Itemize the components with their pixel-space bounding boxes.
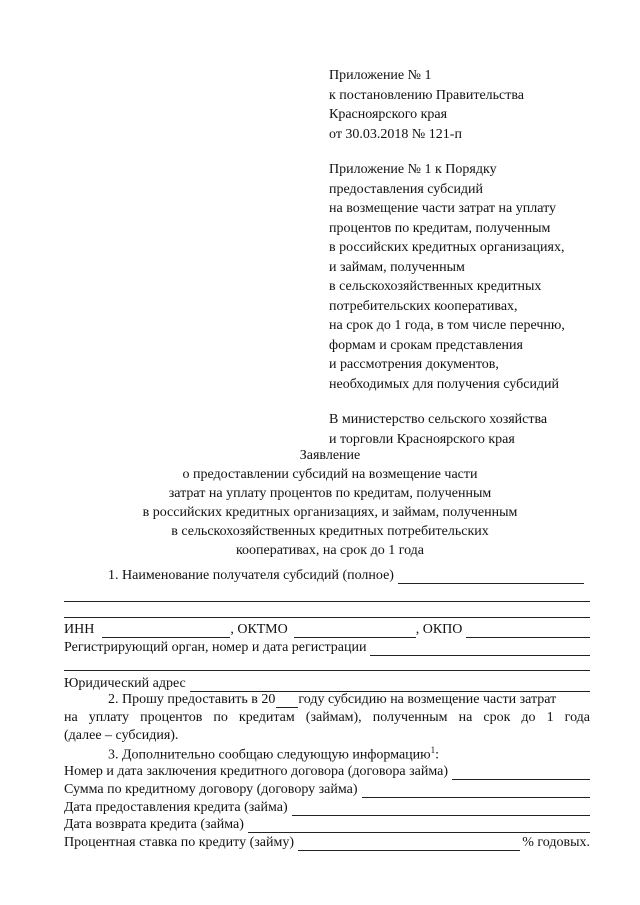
item2-label-start: 2. Прошу предоставить в 20 [108, 692, 276, 707]
procedure-line: и рассмотрения документов, [329, 357, 499, 372]
recipient-name-continuation[interactable] [64, 601, 590, 602]
item2-label-end: году субсидию на возмещение части затрат [298, 692, 557, 707]
item3-row [108, 745, 590, 761]
recipient-name-continuation[interactable] [64, 617, 590, 618]
issue-date-field[interactable] [292, 802, 590, 816]
codes-row [64, 622, 590, 638]
addressee-line: и торговли Красноярского края [329, 431, 515, 447]
contract-row [64, 764, 590, 780]
year-field[interactable] [276, 694, 298, 708]
legal-address-label: Юридический адрес [64, 676, 186, 691]
item1-row [108, 568, 584, 584]
title-line: затрат на уплату процентов по кредитам, полученным [168, 486, 492, 501]
return-date-field[interactable] [248, 819, 590, 833]
rate-field[interactable] [298, 837, 520, 851]
title-line: в российских кредитных организациях, и займам, полученным [142, 505, 518, 520]
return-date-label: Дата возврата кредита (займа) [64, 817, 244, 832]
item3-label: 3. Дополнительно сообщаю следующую информацию [108, 747, 431, 763]
procedure-line: в сельскохозяйственных кредитных [329, 279, 542, 294]
return-date-row [64, 817, 590, 833]
procedure-line: Приложение № 1 к Порядку [329, 162, 497, 177]
contract-field[interactable] [452, 766, 590, 780]
reg-body-row [64, 640, 590, 656]
inn-label: ИНН [64, 622, 95, 637]
procedure-line: потребительских кооперативах, [329, 298, 518, 314]
rate-suffix: % годовых. [522, 835, 590, 850]
title-line: о предоставлении субсидий на возмещение части [182, 467, 478, 482]
footnote-mark: 1 [430, 745, 436, 755]
appendix-line: Приложение № 1 [329, 68, 432, 83]
title-line: кооперативах, на срок до 1 года [235, 543, 425, 558]
reg-body-label: Регистрирующий орган, номер и дата регистрации [64, 640, 367, 655]
appendix-line: от 30.03.2018 № 121-п [329, 126, 462, 142]
procedure-line: в российских кредитных организациях, [329, 240, 565, 255]
procedure-line: и займам, полученным [329, 259, 465, 275]
oktmo-label: , ОКТМО [230, 622, 288, 637]
application-form [64, 0, 590, 905]
item2-line2: на уплату процентов по кредитам (займам), полученным на срок до 1 года [64, 710, 590, 725]
okpo-label: , ОКПО [415, 622, 463, 637]
legal-address-field[interactable] [190, 678, 590, 692]
oktmo-field[interactable] [294, 624, 416, 638]
item2-row [108, 692, 590, 708]
inn-field[interactable] [102, 624, 230, 638]
contract-label: Номер и дата заключения кредитного договора (договора займа) [64, 764, 449, 779]
rate-row [64, 835, 590, 851]
reg-body-continuation[interactable] [64, 670, 590, 671]
legal-address-row [64, 676, 590, 692]
rate-label: Процентная ставка по кредиту (займу) [64, 835, 294, 850]
procedure-line: формам и срокам представления [329, 337, 523, 353]
item2-line3: (далее – субсидия). [64, 728, 179, 743]
reg-body-field[interactable] [370, 642, 590, 656]
issue-date-label: Дата предоставления кредита (займа) [64, 800, 288, 815]
item3-colon: : [435, 747, 440, 763]
procedure-line: на возмещение части затрат на уплату [329, 201, 557, 216]
item1-label: 1. Наименование получателя субсидий (полное) [108, 568, 394, 583]
addressee-line: В министерство сельского хозяйства [329, 412, 548, 427]
amount-field[interactable] [362, 784, 590, 798]
appendix-line: Красноярского края [329, 107, 448, 122]
okpo-field[interactable] [466, 624, 590, 638]
procedure-line: на срок до 1 года, в том числе перечню, [329, 318, 565, 333]
title-line: в сельскохозяйственных кредитных потребительских [171, 524, 489, 539]
title-line: Заявление [299, 448, 361, 463]
procedure-line: предоставления субсидий [329, 181, 484, 197]
procedure-line: необходимых для получения субсидий [329, 376, 560, 392]
issue-date-row [64, 800, 590, 816]
amount-label: Сумма по кредитному договору (договору займа) [64, 782, 358, 797]
amount-row [64, 782, 590, 798]
recipient-name-field[interactable] [398, 570, 584, 584]
procedure-line: процентов по кредитам, полученным [329, 220, 551, 236]
appendix-line: к постановлению Правительства [329, 87, 525, 103]
